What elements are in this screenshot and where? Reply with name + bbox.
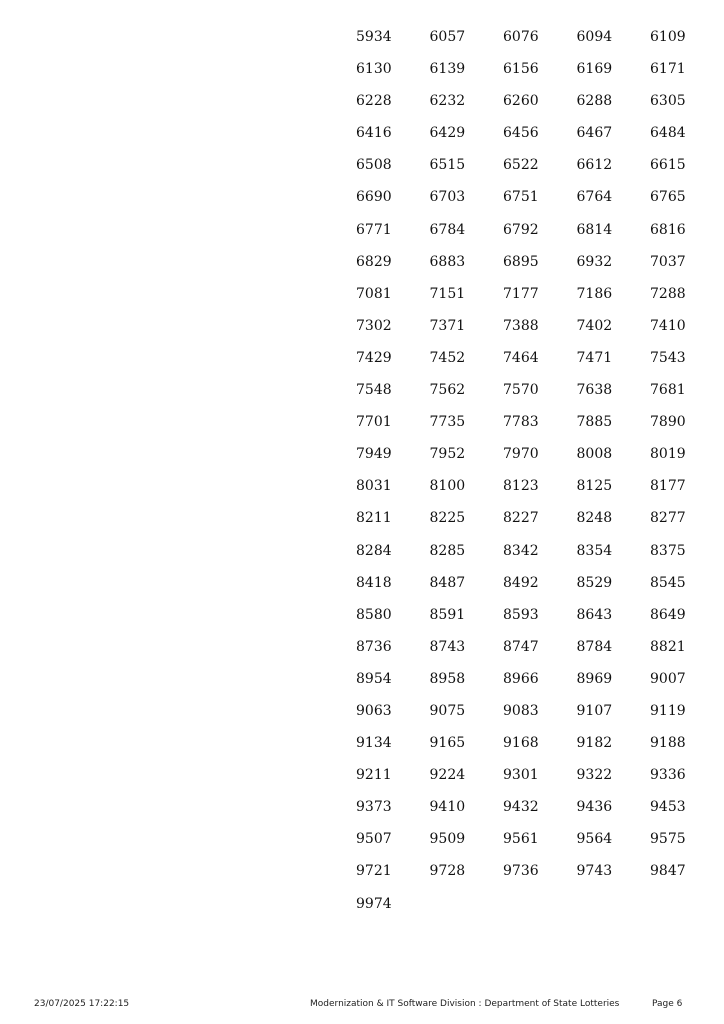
number-cell: 6751 xyxy=(503,189,539,206)
number-cell: 8821 xyxy=(650,638,686,655)
number-cell: 7429 xyxy=(356,349,392,366)
number-cell: 6139 xyxy=(429,61,466,78)
number-cell: 7970 xyxy=(503,446,539,463)
number-cell: 9432 xyxy=(503,799,539,816)
number-cell: 8492 xyxy=(503,574,539,591)
number-cell: 8375 xyxy=(650,542,686,559)
number-cell: 6094 xyxy=(576,29,613,45)
number-cell: 9301 xyxy=(503,767,539,784)
number-cell: 7638 xyxy=(576,382,613,399)
number-cell: 6456 xyxy=(503,125,539,142)
number-cell: 6467 xyxy=(576,125,613,142)
number-cell: 6615 xyxy=(650,157,686,174)
number-cell: 7543 xyxy=(650,349,686,366)
number-cell: 7081 xyxy=(356,285,392,302)
number-cell: 6703 xyxy=(429,189,466,206)
number-cell: 6156 xyxy=(503,61,539,78)
number-cell: 7949 xyxy=(356,446,392,463)
number-cell: 9188 xyxy=(650,735,686,752)
number-cell: 9436 xyxy=(576,799,613,816)
number-cell: 8100 xyxy=(429,478,466,495)
number-cell: 7037 xyxy=(650,253,686,270)
number-cell: 6169 xyxy=(576,61,613,78)
number-cell: 8591 xyxy=(429,606,466,623)
number-cell: 6883 xyxy=(429,253,466,270)
page-footer xyxy=(0,999,724,1015)
number-cell: 8784 xyxy=(576,638,613,655)
number-cell: 9575 xyxy=(650,831,686,848)
number-cell: 8529 xyxy=(576,574,613,591)
number-cell: 6232 xyxy=(429,93,466,110)
number-cell: 9336 xyxy=(650,767,686,784)
number-cell: 6816 xyxy=(650,221,686,238)
number-cell: 8958 xyxy=(429,670,466,687)
number-cell: 7288 xyxy=(650,285,686,302)
number-cell: 7177 xyxy=(503,285,539,302)
number-cell: 6260 xyxy=(503,93,539,110)
number-cell: 8211 xyxy=(356,510,392,527)
number-cell: 8125 xyxy=(576,478,613,495)
number-cell: 9509 xyxy=(429,831,466,848)
number-cell: 6109 xyxy=(650,29,686,45)
number-cell: 9373 xyxy=(356,799,392,816)
number-cell: 9974 xyxy=(356,895,392,912)
number-cell: 6829 xyxy=(356,253,392,270)
number-cell: 6057 xyxy=(429,29,466,45)
number-cell: 6771 xyxy=(356,221,392,238)
number-cell: 8954 xyxy=(356,670,392,687)
number-cell: 8177 xyxy=(650,478,686,495)
number-cell: 6228 xyxy=(356,93,392,110)
number-cell: 6508 xyxy=(356,157,392,174)
number-cell: 8354 xyxy=(576,542,613,559)
number-cell: 9743 xyxy=(576,863,613,880)
number-cell: 6429 xyxy=(429,125,466,142)
number-cell: 6130 xyxy=(356,61,392,78)
number-cell: 6895 xyxy=(503,253,539,270)
number-cell: 8969 xyxy=(576,670,613,687)
number-cell: 9564 xyxy=(576,831,613,848)
number-cell: 7151 xyxy=(429,285,466,302)
number-cell: 8123 xyxy=(503,478,539,495)
number-cell: 9168 xyxy=(503,735,539,752)
number-cell: 9561 xyxy=(503,831,539,848)
number-cell: 7952 xyxy=(429,446,466,463)
number-cell: 7681 xyxy=(650,382,686,399)
number-cell: 9322 xyxy=(576,767,613,784)
footer-timestamp: 23/07/2025 17:22:15 xyxy=(34,999,130,1009)
number-cell: 7570 xyxy=(503,382,539,399)
number-cell: 9728 xyxy=(429,863,466,880)
number-cell: 6522 xyxy=(503,157,539,174)
number-cell: 9107 xyxy=(576,702,613,719)
number-cell: 6690 xyxy=(356,189,392,206)
number-cell: 6305 xyxy=(650,93,686,110)
number-cell: 6515 xyxy=(429,157,466,174)
number-cell: 6814 xyxy=(576,221,613,238)
number-cell: 7885 xyxy=(576,414,613,431)
number-cell: 9182 xyxy=(576,735,613,752)
number-cell: 9007 xyxy=(650,670,686,687)
number-cell: 8342 xyxy=(503,542,539,559)
number-cell: 8545 xyxy=(650,574,686,591)
number-cell: 7452 xyxy=(429,349,466,366)
number-cell: 6416 xyxy=(356,125,392,142)
number-cell: 9134 xyxy=(356,735,392,752)
number-cell: 6932 xyxy=(576,253,613,270)
number-cell: 7464 xyxy=(503,349,539,366)
number-cell: 8285 xyxy=(429,542,466,559)
number-cell: 8743 xyxy=(429,638,466,655)
number-cell: 7410 xyxy=(650,317,686,334)
number-cell: 6484 xyxy=(650,125,686,142)
number-cell: 7371 xyxy=(429,317,466,334)
number-cell: 9083 xyxy=(503,702,539,719)
number-cell: 9507 xyxy=(356,831,392,848)
number-cell: 7186 xyxy=(576,285,613,302)
number-cell: 8649 xyxy=(650,606,686,623)
number-cell: 7562 xyxy=(429,382,466,399)
number-cell: 7735 xyxy=(429,414,466,431)
number-cell: 7548 xyxy=(356,382,392,399)
number-cell: 7471 xyxy=(576,349,613,366)
number-cell: 8966 xyxy=(503,670,539,687)
number-cell: 9211 xyxy=(356,767,392,784)
number-cell: 8277 xyxy=(650,510,686,527)
footer-page-number: Page 6 xyxy=(652,999,683,1009)
number-cell: 6076 xyxy=(503,29,539,45)
number-cell: 8736 xyxy=(356,638,392,655)
number-cell: 8008 xyxy=(576,446,613,463)
number-cell: 8248 xyxy=(576,510,613,527)
number-cell: 7890 xyxy=(650,414,686,431)
number-cell: 9410 xyxy=(429,799,466,816)
number-cell: 6784 xyxy=(429,221,466,238)
number-cell: 8593 xyxy=(503,606,539,623)
number-cell: 6764 xyxy=(576,189,613,206)
number-cell: 9847 xyxy=(650,863,686,880)
number-cell: 9063 xyxy=(356,702,392,719)
number-cell: 8227 xyxy=(503,510,539,527)
footer-organization: Modernization & IT Software Division : Department of State Lotteries xyxy=(310,999,620,1009)
winning-numbers-grid xyxy=(356,26,724,925)
number-cell: 8643 xyxy=(576,606,613,623)
number-cell: 8487 xyxy=(429,574,466,591)
number-cell: 7302 xyxy=(356,317,392,334)
number-cell: 6288 xyxy=(576,93,613,110)
number-cell: 8284 xyxy=(356,542,392,559)
number-cell: 7388 xyxy=(503,317,539,334)
number-cell: 8031 xyxy=(356,478,392,495)
number-cell: 9721 xyxy=(356,863,392,880)
number-cell: 9119 xyxy=(650,702,686,719)
number-cell: 9224 xyxy=(429,767,466,784)
number-cell: 7701 xyxy=(356,414,392,431)
number-cell: 8225 xyxy=(429,510,466,527)
number-cell: 6765 xyxy=(650,189,686,206)
number-cell: 6171 xyxy=(650,61,686,78)
number-cell: 6612 xyxy=(576,157,613,174)
number-cell: 8019 xyxy=(650,446,686,463)
number-cell: 9453 xyxy=(650,799,686,816)
number-cell: 7402 xyxy=(576,317,613,334)
number-cell: 8418 xyxy=(356,574,392,591)
number-cell: 8580 xyxy=(356,606,392,623)
number-cell: 8747 xyxy=(503,638,539,655)
number-cell: 9165 xyxy=(429,735,466,752)
number-cell: 7783 xyxy=(503,414,539,431)
number-cell: 6792 xyxy=(503,221,539,238)
number-cell: 9075 xyxy=(429,702,466,719)
number-cell: 9736 xyxy=(503,863,539,880)
number-cell: 5934 xyxy=(356,29,392,45)
